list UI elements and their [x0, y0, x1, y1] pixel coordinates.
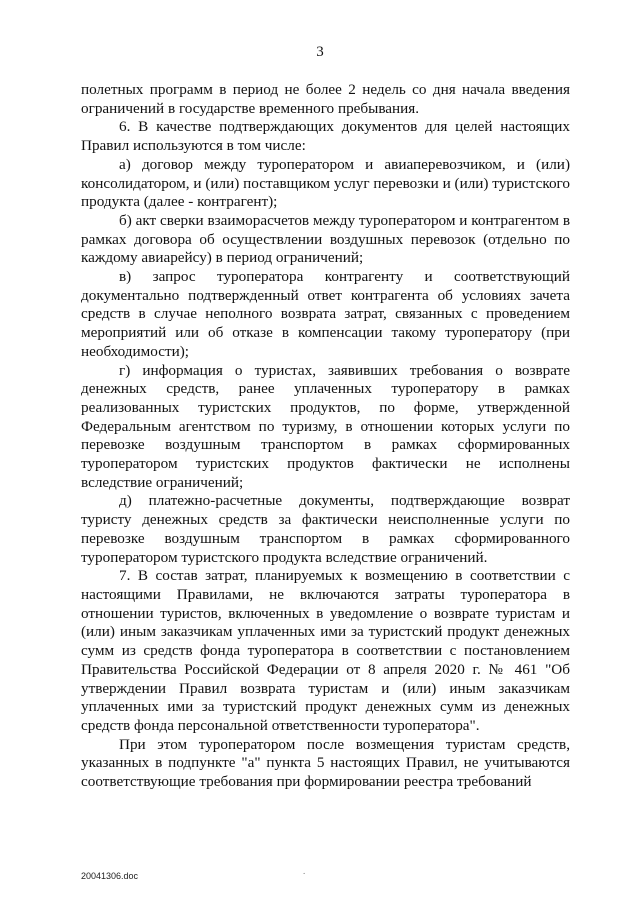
- paragraph-clause-6: 6. В качестве подтверждающих документов для целей настоящих Правил используются в том числе:: [81, 118, 570, 155]
- paragraph-clause-7: 7. В состав затрат, планируемых к возмещению в соответствии с настоящими Правилами, не включаются затраты туроператора в отношении туристов, включенных в уведомление о возврате туристам и (или) иным заказчикам уплаченных ими за туристский продукт денежных сумм из средств фонда туроператора в соответствии с постановлением Правительства Российской Федерации от 8 апреля 2020 г. № 461 "Об утверждении Правил возврата туристам и (или) иным заказчикам уплаченных ими за туристский продукт денежных сумм из денежных средств фонда персональной ответственности туроператора".: [81, 567, 570, 734]
- footer-doc-code: 20041306.doc: [81, 871, 139, 881]
- paragraph-subclause-g: г) информация о туристах, заявивших требования о возврате денежных средств, ранее уплаченных туроператору в рамках реализованных туристских продуктов, по форме, утвержденной Федеральным агентством по туризму, в отношении которых услуги по перевозке воздушным транспортом в рамках сформированных туроператором туристских продуктов фактически не исполнены вследствие ограничений;: [81, 361, 570, 491]
- paragraph-subclause-a: а) договор между туроператором и авиаперевозчиком, и (или) консолидатором, и (или) поставщиком услуг перевозки и (или) туристского продукта (далее - контрагент);: [81, 155, 570, 211]
- paragraph-continuation: полетных программ в период не более 2 недель со дня начала введения ограничений в государстве временного пребывания.: [81, 81, 570, 117]
- paragraph-clause-7-note: При этом туроператором после возмещения туристам средств, указанных в подпункте "а" пункта 5 настоящих Правил, не учитываются соответствующие требования при формировании реестра требований: [81, 735, 570, 791]
- document-body: [81, 81, 570, 792]
- paragraph-subclause-b: б) акт сверки взаиморасчетов между туроператором и контрагентом в рамках договора об осуществлении воздушных перевозок (отдельно по каждому авиарейсу) в период ограничений;: [81, 211, 570, 267]
- footer-mark: .: [303, 866, 306, 876]
- paragraph-subclause-v: в) запрос туроператора контрагенту и соответствующий документально подтвержденный ответ контрагента об условиях зачета средств в случае неполного возврата затрат, связанных с проведением мероприятий или об отказе в компенсации такому туроператору (при необходимости);: [81, 268, 570, 360]
- page-number: 3: [316, 44, 324, 60]
- paragraph-subclause-d: д) платежно-расчетные документы, подтверждающие возврат туристу денежных средств за фактически неисполненные услуги по перевозке воздушным транспортом в рамках сформированного туроператором туристского продукта вследствие ограничений.: [81, 492, 570, 566]
